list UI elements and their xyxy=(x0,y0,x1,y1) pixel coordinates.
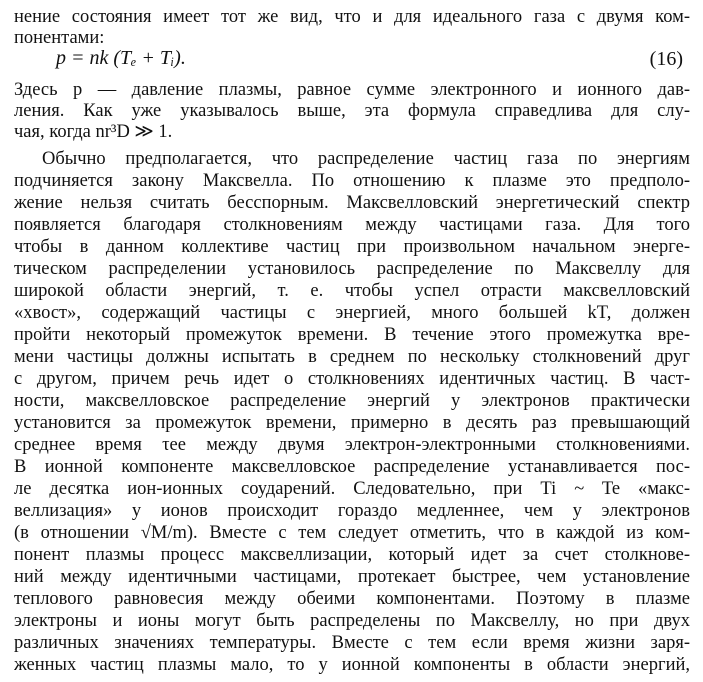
text-line: (в отношении √M/m). Вместе с тем следует отметить, что в каждой из ком- xyxy=(14,523,690,543)
text-line: электроны и ионы могут быть распределены по Максвеллу, но при двух xyxy=(14,611,690,631)
formula: p = nk (Tₑ + Tᵢ). xyxy=(56,47,186,69)
text-line: нение состояния имеет тот же вид, что и для идеального газа с двумя ком- xyxy=(14,7,690,27)
text-line: «хвост», содержащий частицы с энергией, много большей kT, должен xyxy=(14,303,690,323)
text-line: появляется благодаря столкновениям между частицами газа. Для того xyxy=(14,215,690,235)
text-line: теплового равновесия между обеими компонентами. Поэтому в плазме xyxy=(14,589,690,609)
equation-number: (16) xyxy=(649,48,683,70)
text-line: среднее время τee между двумя электрон-электронными столкновениями. xyxy=(14,435,690,455)
text-line: В ионной компоненте максвелловское распределение устанавливается пос- xyxy=(14,457,690,477)
text-line: жение нельзя считать бесспорным. Максвелловский энергетический спектр xyxy=(14,193,690,213)
text-line: широкой области энергий, т. е. чтобы успел отрасти максвелловский xyxy=(14,281,690,301)
text-line: ний между идентичными частицами, протекает быстрее, чем установление xyxy=(14,567,690,587)
text-line: установится за промежуток времени, примерно в десять раз превышающий xyxy=(14,413,690,433)
text-line: ности, максвелловское распределение энергий у электронов практически xyxy=(14,391,690,411)
text-line: с другом, причем речь идет о столкновениях идентичных частиц. В част- xyxy=(14,369,690,389)
text-line: понентами: xyxy=(14,28,105,48)
text-line: ления. Как уже указывалось выше, эта формула справедлива для слу- xyxy=(14,101,690,121)
text-line: подчиняется закону Максвелла. По отношению к плазме это предполо- xyxy=(14,171,690,191)
text-line: женных частиц плазмы мало, то у ионной компоненты в области энергий, xyxy=(14,655,690,675)
text-line: тическом распределении установилось распределение по Максвеллу для xyxy=(14,259,690,279)
text-line: мени частицы должны испытать в среднем по нескольку столкновений друг xyxy=(14,347,690,367)
text-line: веллизация» у ионов происходит гораздо медленнее, чем у электронов xyxy=(14,501,690,521)
text-line: пройти некоторый промежуток времени. В течение этого промежутка вре- xyxy=(14,325,690,345)
text-line: ле десятка ион-ионных соударений. Следовательно, при Ti ~ Te «макс- xyxy=(14,479,690,499)
text-line: чтобы в данном коллективе частиц при произвольном начальном энерге- xyxy=(14,237,690,257)
text-line: различных значениях температуры. Вместе с тем если время жизни заря- xyxy=(14,633,690,653)
text-line: чая, когда nr³D ≫ 1. xyxy=(14,122,173,142)
text-line: понент плазмы процесс максвеллизации, который идет за счет столкнове- xyxy=(14,545,690,565)
text-line: Здесь p — давление плазмы, равное сумме электронного и ионного дав- xyxy=(14,80,690,100)
paragraph-first-line: Обычно предполагается, что распределение частиц газа по энергиям xyxy=(42,149,690,169)
